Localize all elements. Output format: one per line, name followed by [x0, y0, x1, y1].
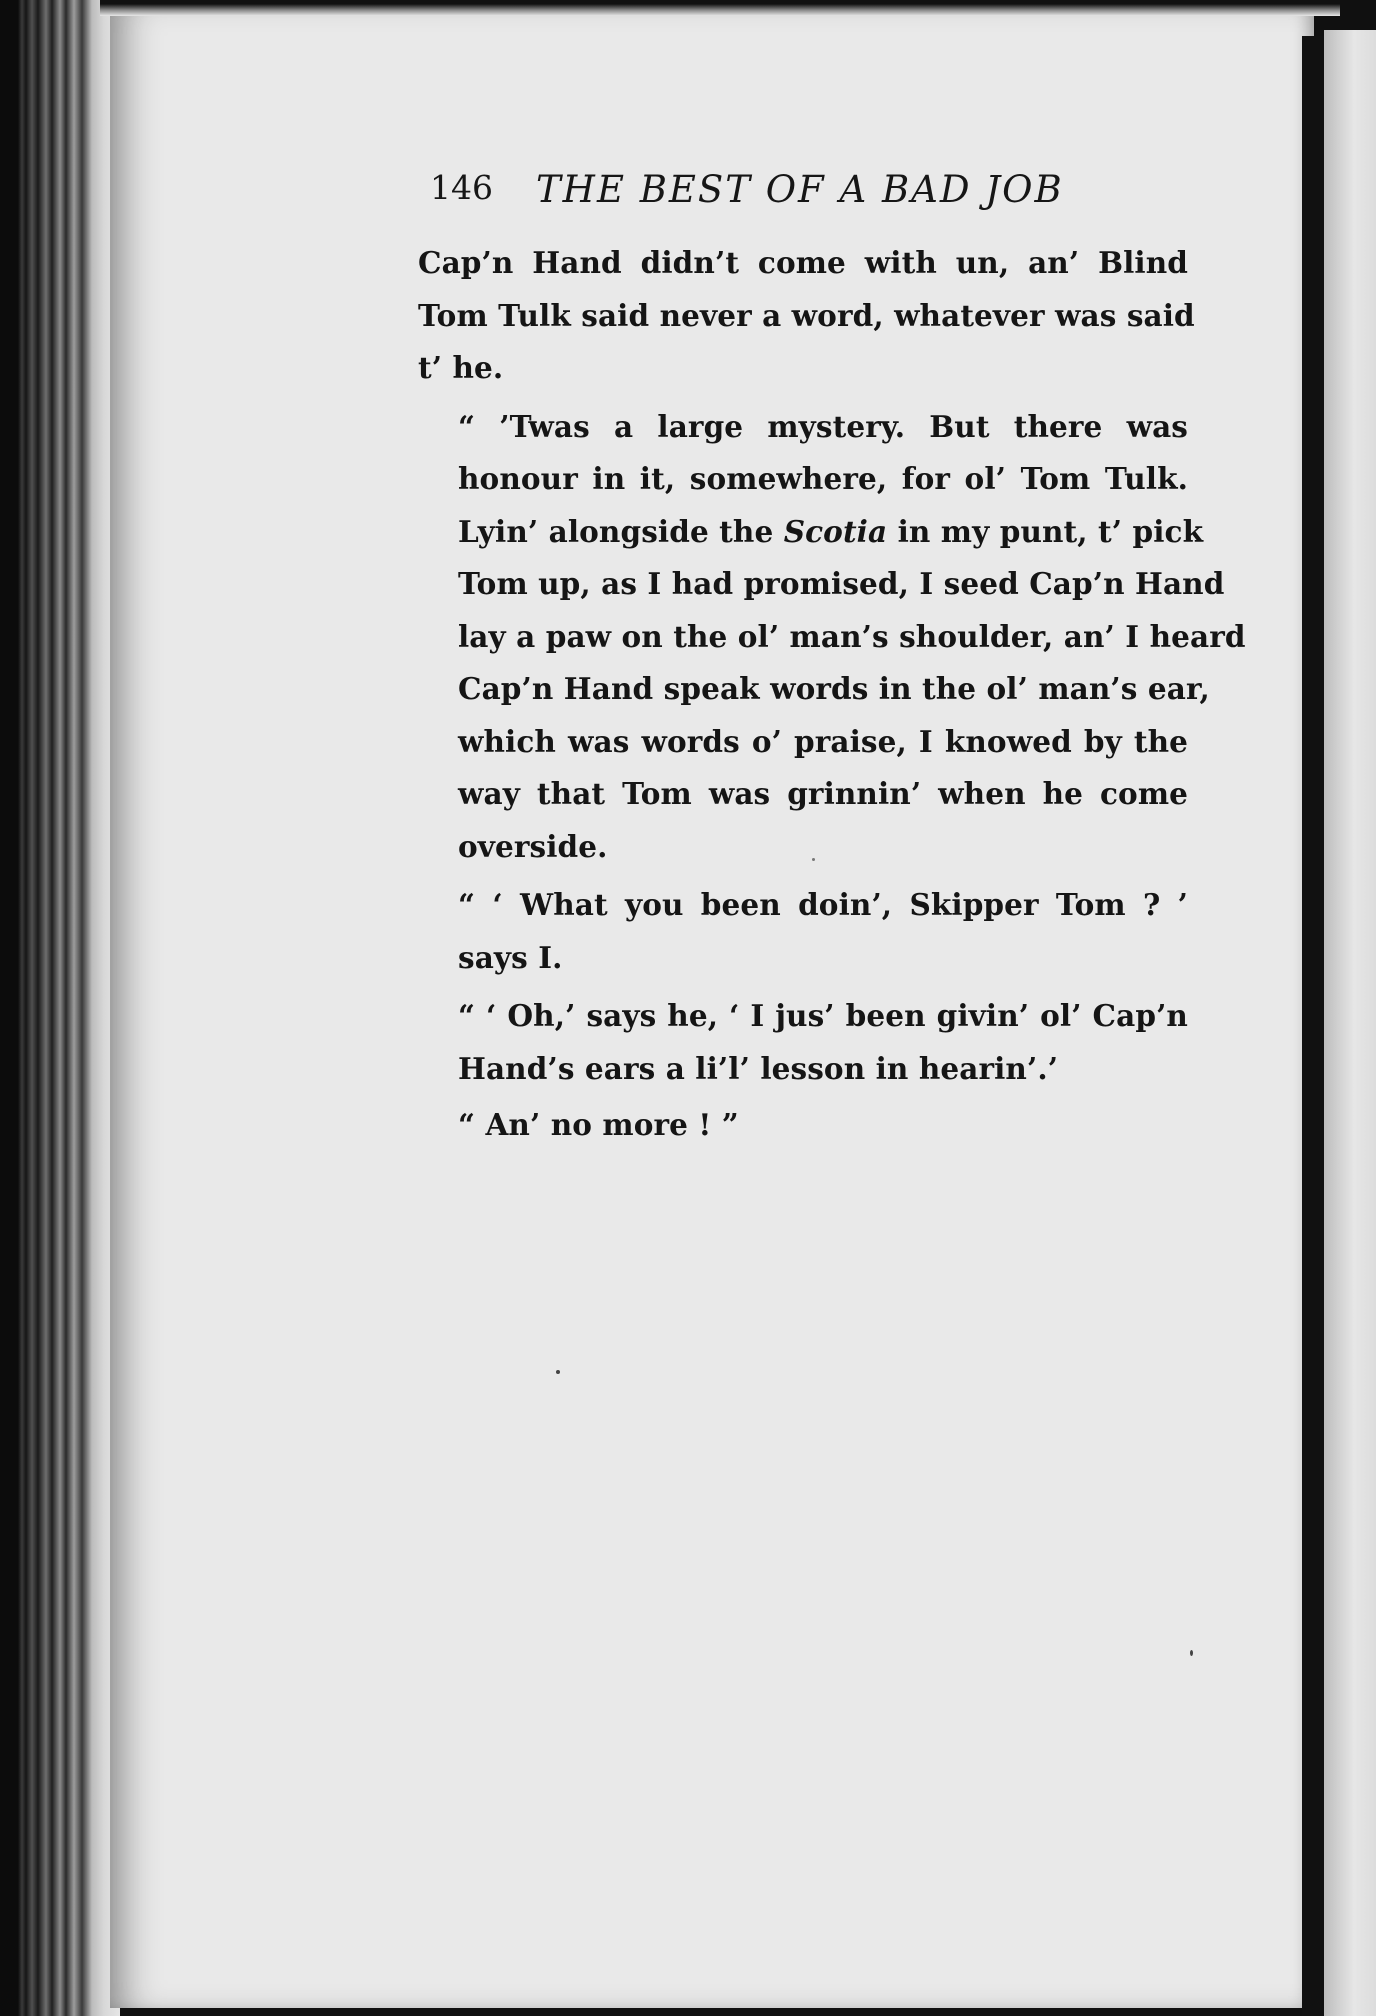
paragraph-5	[418, 1099, 1188, 1152]
binding-gutter	[1302, 36, 1324, 2016]
text-line: says I.	[458, 939, 563, 975]
top-shadow	[100, 0, 1340, 16]
facing-page-edge	[1324, 30, 1376, 2016]
print-speck	[1190, 1650, 1193, 1656]
text-line: “ ’Twas a large mystery. But there was	[458, 408, 1188, 444]
text-line: which was words o’ praise, I knowed by the	[458, 723, 1188, 759]
text-line: Cap’n Hand speak words in the ol’ man’s ear,	[458, 671, 1210, 706]
text-line: Tom Tulk said never a word, whatever was said	[418, 297, 1195, 333]
paragraph-2	[418, 401, 1246, 874]
text-line: “ An’ no more ! ”	[458, 1107, 739, 1142]
text-line: Tom up, as I had promised, I seed Cap’n Hand	[458, 566, 1225, 601]
page-header	[430, 162, 1130, 222]
paragraph-3	[418, 879, 1188, 984]
italic-ship-name: Scotia	[783, 513, 888, 549]
text-line: way that Tom was grinnin’ when he come	[458, 776, 1188, 811]
body-text	[418, 237, 1246, 1152]
text-line: lay a paw on the ol’ man’s shoulder, an’ I heard	[458, 618, 1246, 654]
text-line: honour in it, somewhere, for ol’ Tom Tulk.	[458, 461, 1188, 496]
stacked-page-edges	[0, 0, 120, 2016]
print-speck	[556, 1370, 560, 1374]
text-line: “ ‘ Oh,’ says he, ‘ I jus’ been givin’ ol’ Cap’n	[458, 998, 1188, 1033]
running-title: THE BEST OF A BAD JOB	[536, 168, 1064, 211]
paragraph-4	[418, 990, 1188, 1095]
print-speck	[812, 858, 815, 861]
text-line: Hand’s ears a li’l’ lesson in hearin’.’	[458, 1050, 1059, 1086]
text-line: “ ‘ What you been doin’, Skipper Tom ? ’	[458, 887, 1188, 922]
text-line: Cap’n Hand didn’t come with un, an’ Blind	[418, 245, 1188, 280]
page-number: 146	[430, 168, 493, 207]
text-line-with-italic: Lyin’ alongside the Scotia in my punt, t’ pick	[458, 513, 1204, 549]
text-line: t’ he.	[418, 350, 504, 385]
text-line: overside.	[458, 828, 608, 864]
paragraph-1	[418, 237, 1195, 395]
